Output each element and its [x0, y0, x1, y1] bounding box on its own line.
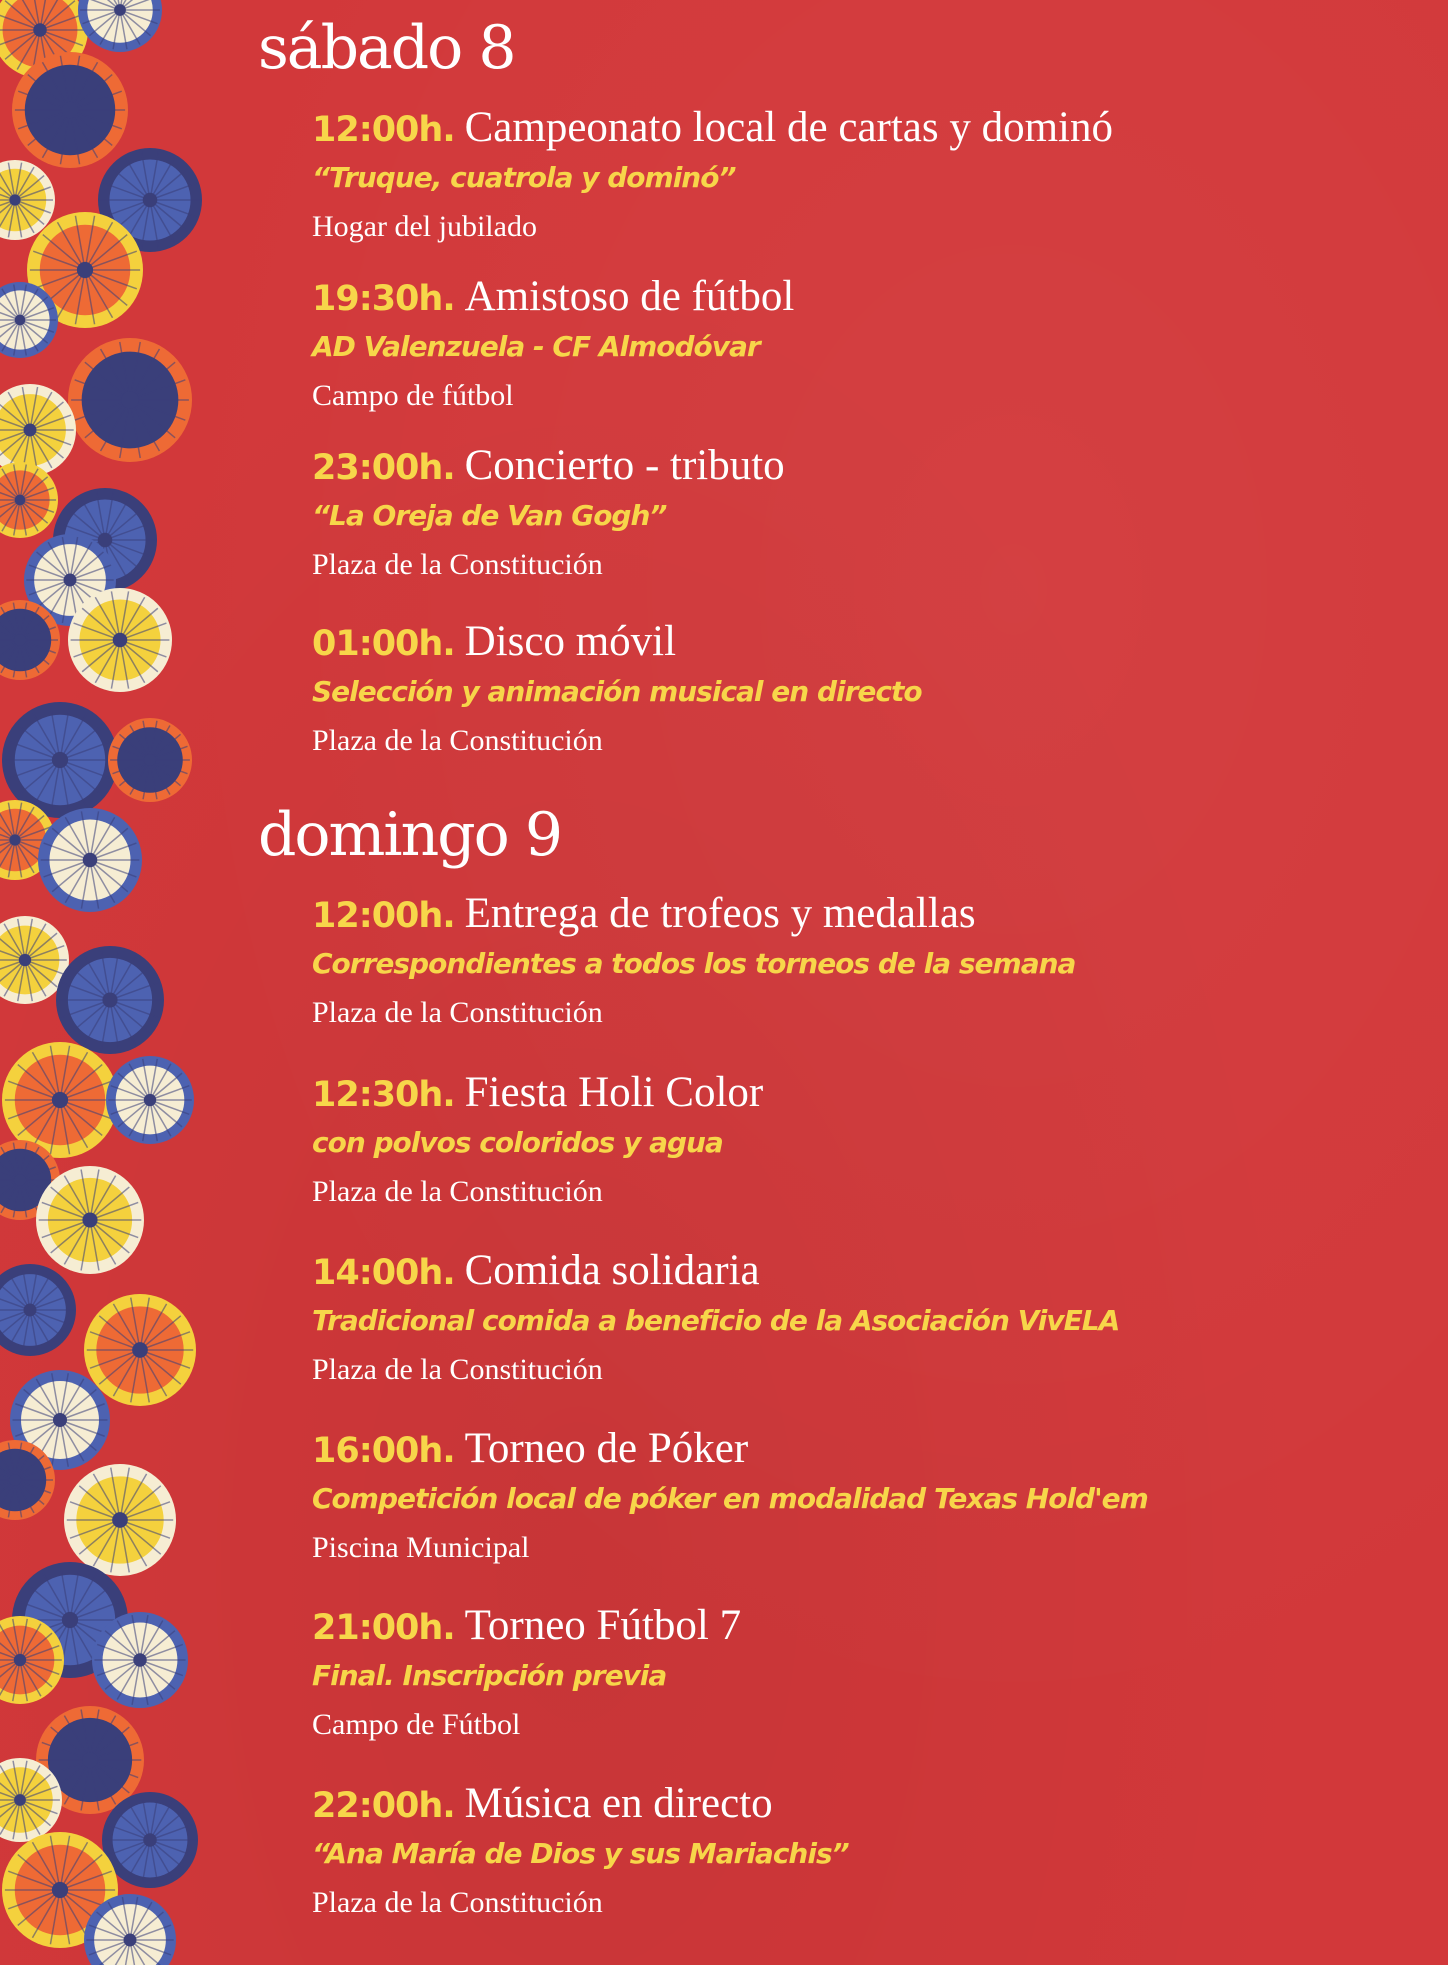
paper-fan-rosette-icon [102, 1792, 198, 1888]
event-time: 01:00h. [312, 624, 455, 664]
event-venue: Campo de Fútbol [312, 1708, 521, 1741]
event-subtitle: Tradicional comida a beneficio de la Asociación VivELA [312, 1304, 1120, 1337]
paper-fan-rosette-icon [106, 1056, 194, 1144]
event-title: Música en directo [464, 1780, 773, 1827]
event-subtitle: “Ana María de Dios y sus Mariachis” [312, 1837, 849, 1870]
day-heading-sabado: sábado 8 [258, 13, 515, 83]
event-time: 12:00h. [312, 110, 455, 150]
event-title: Entrega de trofeos y medallas [464, 890, 976, 937]
paper-fan-rosette-icon [84, 1294, 196, 1406]
paper-fan-rosette-icon [12, 52, 128, 168]
paper-fan-rosette-icon [56, 946, 164, 1054]
event-venue: Campo de fútbol [312, 379, 514, 412]
event-item [312, 106, 1412, 244]
paper-fan-rosette-icon [68, 338, 192, 462]
event-subtitle: Correspondientes a todos los torneos de la semana [312, 947, 1076, 980]
event-time: 23:00h. [312, 448, 455, 488]
event-item [312, 1427, 1412, 1565]
day-heading-domingo: domingo 9 [258, 800, 562, 870]
event-subtitle: AD Valenzuela - CF Almodóvar [312, 330, 760, 363]
paper-fan-decoration [0, 0, 230, 1965]
event-venue: Hogar del jubilado [312, 210, 537, 243]
paper-fan-rosette-icon [64, 1464, 176, 1576]
paper-fan-rosette-icon [0, 462, 58, 538]
event-time: 12:00h. [312, 896, 455, 936]
event-title: Concierto - tributo [464, 442, 785, 489]
event-item [312, 275, 1412, 413]
event-item [312, 620, 1412, 758]
event-title: Amistoso de fútbol [464, 273, 795, 320]
event-venue: Plaza de la Constitución [312, 1353, 603, 1386]
event-item [312, 1604, 1412, 1742]
paper-fan-rosette-icon [108, 718, 192, 802]
event-time: 14:00h. [312, 1253, 455, 1293]
event-subtitle: Competición local de póker en modalidad Texas Hold'em [312, 1482, 1148, 1515]
event-time: 12:30h. [312, 1075, 455, 1115]
event-item [312, 1071, 1412, 1209]
event-venue: Plaza de la Constitución [312, 1886, 603, 1919]
event-subtitle: Final. Inscripción previa [312, 1659, 667, 1692]
event-title: Torneo Fútbol 7 [464, 1602, 742, 1649]
event-time: 22:00h. [312, 1786, 455, 1826]
event-subtitle: “La Oreja de Van Gogh” [312, 499, 667, 532]
paper-fan-rosette-icon [36, 1166, 144, 1274]
event-venue: Piscina Municipal [312, 1531, 530, 1564]
paper-fan-rosette-icon [78, 0, 162, 52]
event-title: Disco móvil [464, 618, 677, 665]
event-time: 19:30h. [312, 279, 455, 319]
event-item [312, 444, 1412, 582]
event-subtitle: Selección y animación musical en directo [312, 675, 922, 708]
event-subtitle: “Truque, cuatrola y dominó” [312, 161, 736, 194]
event-title: Campeonato local de cartas y dominó [464, 104, 1114, 151]
event-venue: Plaza de la Constitución [312, 996, 603, 1029]
paper-fan-rosette-icon [92, 1612, 188, 1708]
paper-fan-rosette-icon [0, 384, 76, 476]
event-item [312, 892, 1412, 1030]
paper-fan-rosette-icon [38, 808, 142, 912]
event-title: Comida solidaria [464, 1247, 760, 1294]
event-venue: Plaza de la Constitución [312, 548, 603, 581]
event-item [312, 1782, 1412, 1920]
event-venue: Plaza de la Constitución [312, 1175, 603, 1208]
paper-fan-rosette-icon [0, 1264, 76, 1356]
event-title: Torneo de Póker [464, 1425, 749, 1472]
event-item [312, 1249, 1412, 1387]
event-subtitle: con polvos coloridos y agua [312, 1126, 723, 1159]
event-venue: Plaza de la Constitución [312, 724, 603, 757]
paper-fan-rosette-icon [68, 588, 172, 692]
event-title: Fiesta Holi Color [464, 1069, 764, 1116]
event-time: 21:00h. [312, 1608, 455, 1648]
event-time: 16:00h. [312, 1431, 455, 1471]
